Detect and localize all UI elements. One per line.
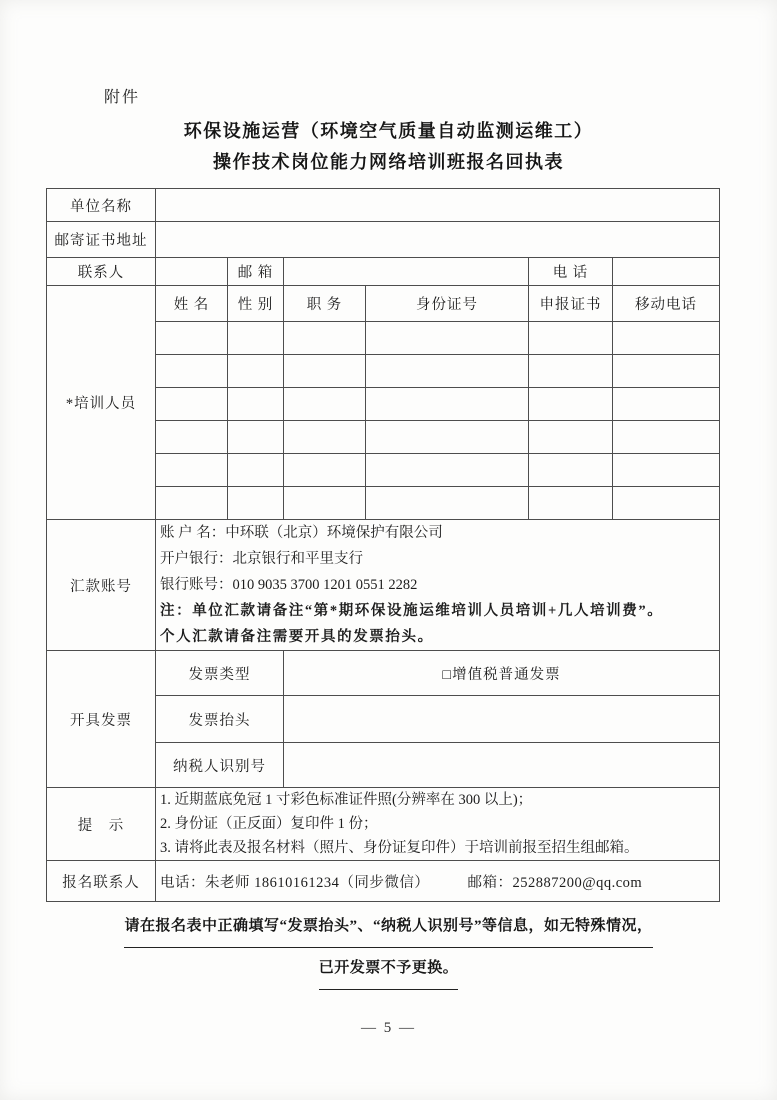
trainee-cell (284, 421, 366, 454)
trainee-cell (366, 355, 529, 388)
remittance-account-number: 银行账号：010 9035 3700 1201 0551 2282 (160, 577, 418, 593)
registration-contact-phone: 电话：朱老师 18610161234（同步微信） (160, 874, 430, 891)
trainee-cell (284, 388, 366, 421)
col-header-mobile: 移动电话 (613, 286, 720, 322)
row-tips (47, 788, 720, 861)
tax-id-label: 纳税人识别号 (156, 743, 284, 788)
document-title (0, 116, 777, 178)
remittance-note-line2: 个人汇款请备注需要开具的发票抬头。 (160, 629, 434, 645)
trainee-cell (529, 322, 613, 355)
registration-contact-label: 报名联系人 (47, 861, 156, 902)
contact-label: 联系人 (47, 258, 156, 286)
trainee-cell (228, 322, 284, 355)
col-header-id-number: 身份证号 (366, 286, 529, 322)
document-title-line2: 操作技术岗位能力网络培训班报名回执表 (213, 152, 564, 172)
trainee-cell (156, 322, 228, 355)
trainee-cell (228, 355, 284, 388)
trainee-cell (156, 487, 228, 520)
tips-label: 提 示 (47, 788, 156, 861)
mailing-address-field (156, 222, 720, 258)
trainee-cell (284, 355, 366, 388)
row-remittance (47, 520, 720, 651)
trainee-cell (529, 355, 613, 388)
remittance-label: 汇款账号 (47, 520, 156, 651)
remittance-bank: 开户银行：北京银行和平里支行 (160, 551, 363, 567)
trainee-cell (366, 454, 529, 487)
trainee-cell (366, 487, 529, 520)
email-field (284, 258, 529, 286)
trainees-label: *培训人员 (47, 286, 156, 520)
trainee-cell (156, 454, 228, 487)
registration-contact-email: 邮箱：252887200@qq.com (467, 874, 643, 891)
unit-name-field (156, 189, 720, 222)
row-unit-name (47, 189, 720, 222)
col-header-name: 姓 名 (156, 286, 228, 322)
trainee-cell (284, 454, 366, 487)
trainee-cell (156, 355, 228, 388)
col-header-position: 职 务 (284, 286, 366, 322)
trainee-cell (366, 388, 529, 421)
trainee-cell (613, 421, 720, 454)
registration-contact-details (156, 861, 720, 902)
invoice-type-value: □增值税普通发票 (284, 651, 720, 696)
invoice-label: 开具发票 (47, 651, 156, 788)
remittance-account-name: 账 户 名：中环联（北京）环境保护有限公司 (160, 525, 443, 541)
col-header-gender: 性 别 (228, 286, 284, 322)
row-registration-contact (47, 861, 720, 902)
tip-item-1: 1. 近期蓝底免冠 1 寸彩色标准证件照(分辨率在 300 以上)； (160, 792, 533, 808)
contact-field (156, 258, 228, 286)
row-trainee-header (47, 286, 720, 322)
trainee-cell (228, 388, 284, 421)
trainee-cell (284, 322, 366, 355)
mailing-address-label: 邮寄证书地址 (47, 222, 156, 258)
trainee-cell (228, 421, 284, 454)
registration-form-table (46, 188, 720, 902)
trainee-cell (284, 487, 366, 520)
trainee-cell (613, 322, 720, 355)
phone-label: 电 话 (529, 258, 613, 286)
footer-note-line2: 已开发票不予更换。 (319, 948, 459, 990)
trainee-cell (156, 421, 228, 454)
trainee-cell (228, 454, 284, 487)
trainee-cell (228, 487, 284, 520)
invoice-title-label: 发票抬头 (156, 696, 284, 743)
footer-note (0, 906, 777, 990)
trainee-cell (156, 388, 228, 421)
trainee-cell (529, 454, 613, 487)
page-number: — 5 — (361, 1020, 416, 1036)
document-title-line1: 环保设施运营（环境空气质量自动监测运维工） (183, 121, 594, 141)
tip-item-3: 3. 请将此表及报名材料（照片、身份证复印件）于培训前报至招生组邮箱。 (160, 840, 639, 856)
unit-name-label: 单位名称 (47, 189, 156, 222)
trainee-cell (613, 355, 720, 388)
trainee-cell (613, 487, 720, 520)
trainee-cell (529, 487, 613, 520)
trainee-cell (529, 388, 613, 421)
trainee-cell (366, 421, 529, 454)
footer-note-line1: 请在报名表中正确填写“发票抬头”、“纳税人识别号”等信息，如无特殊情况， (124, 906, 652, 948)
row-invoice-type (47, 651, 720, 696)
trainee-cell (529, 421, 613, 454)
invoice-type-label: 发票类型 (156, 651, 284, 696)
attachment-label: 附件 (104, 89, 141, 106)
email-label: 邮 箱 (228, 258, 284, 286)
row-contact (47, 258, 720, 286)
tax-id-field (284, 743, 720, 788)
remittance-details (156, 520, 720, 651)
phone-field (613, 258, 720, 286)
tips-content (156, 788, 720, 861)
remittance-note-line1: 注：单位汇款请备注“第*期环保设施运维培训人员培训+几人培训费”。 (160, 603, 664, 619)
invoice-title-field (284, 696, 720, 743)
trainee-cell (613, 454, 720, 487)
tip-item-2: 2. 身份证（正反面）复印件 1 份； (160, 816, 378, 832)
trainee-cell (613, 388, 720, 421)
col-header-certificate: 申报证书 (529, 286, 613, 322)
trainee-cell (366, 322, 529, 355)
row-mailing-address (47, 222, 720, 258)
